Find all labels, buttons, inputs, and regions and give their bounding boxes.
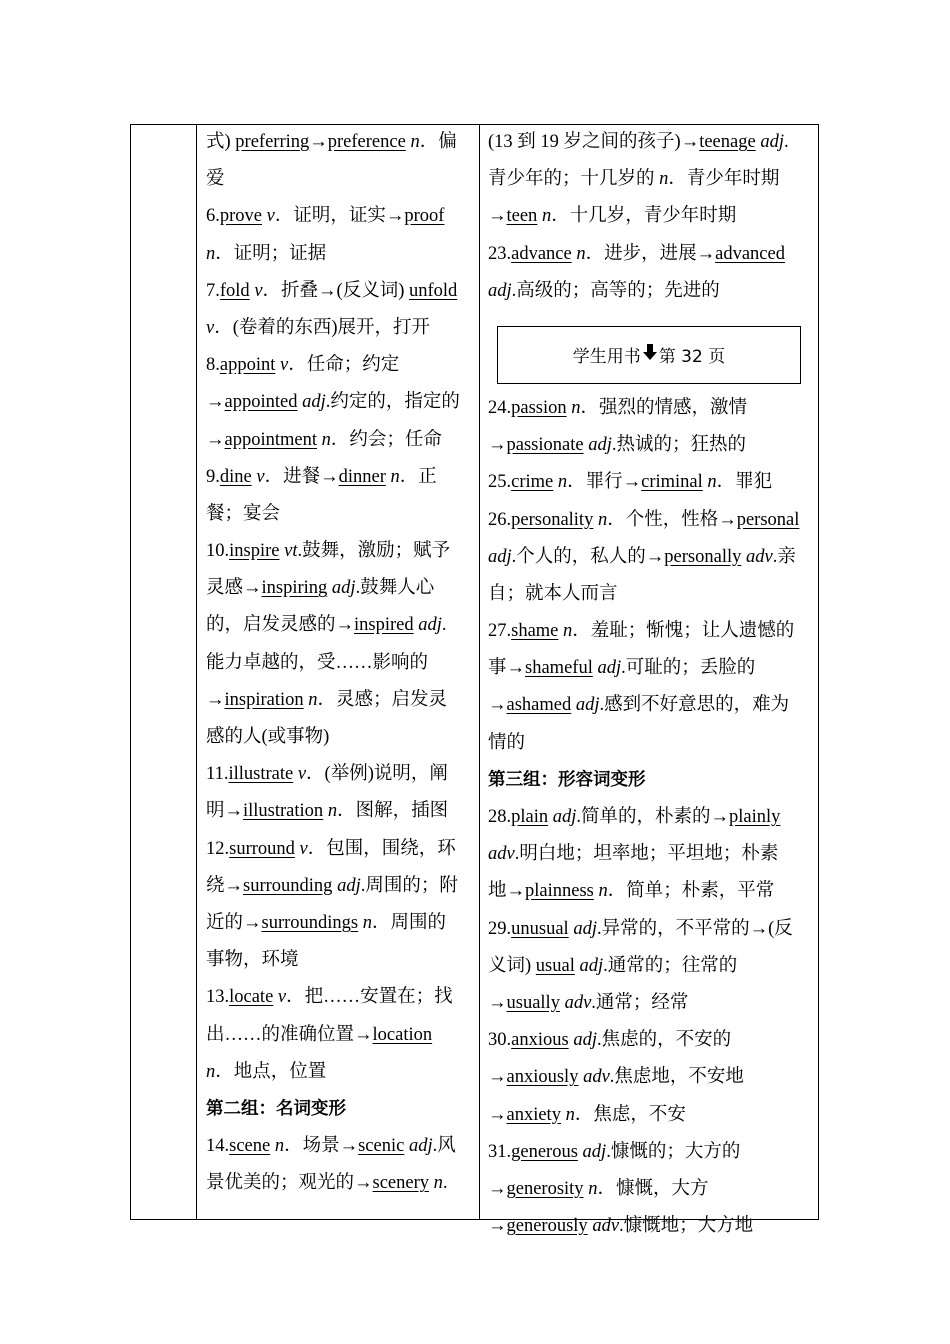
text-line: adj.个人的，私人的→personally adv.亲 [488,546,796,567]
text-line: 能力卓越的，受……影响的 [206,652,429,673]
text-line: 27.shame n．羞耻；惭愧；让人遗憾的 [488,621,795,642]
text-line: 31.generous adj.慷慨的；大方的 [488,1141,741,1162]
text-line: 事物，环境 [206,950,299,971]
text-line: 29.unusual adj.异常的，不平常的→(反 [488,918,793,939]
text-line: 青少年的；十几岁的 n．青少年时期 [488,169,780,190]
text-line: v．(卷着的东西)展开，打开 [206,317,431,338]
empty-first-column [131,125,197,1219]
text-line: 景优美的；观光的→scenery n. [206,1173,448,1194]
text-line: →appointed adj.约定的，指定的 [206,392,460,413]
text-line: 绕→surrounding adj.周围的；附 [206,875,458,896]
text-line: →anxiety n．焦虑，不安 [488,1104,686,1125]
text-line: 10.inspire vt.鼓舞，激励；赋予 [206,541,451,562]
text-line: 7.fold v．折叠→(反义词) unfold [206,280,458,301]
text-line: (13 到 19 岁之间的孩子)→teenage adj. [488,132,789,152]
vocabulary-table [130,124,819,1237]
text-line: n．地点，位置 [206,1061,327,1082]
text-line: 近的→surroundings n．周围的 [206,912,447,933]
text-line: 第二组：名词变形 [206,1098,346,1119]
page-ref-prefix: 学生用书 [572,347,641,368]
left-column [197,125,480,1219]
text-line: adv.明白地；坦率地；平坦地；朴素 [488,844,779,865]
text-line: adj.高级的；高等的；先进的 [488,280,720,301]
text-line: 14.scene n．场景→scenic adj.风 [206,1136,456,1157]
text-line: n．证明；证据 [206,243,327,264]
text-line: 28.plain adj.简单的，朴素的→plainly [488,807,781,827]
text-line: →anxiously adv.焦虑地，不安地 [488,1067,744,1088]
text-line: →appointment n．约会；任命 [206,429,442,450]
text-line: 义词) usual adj.通常的；往常的 [488,955,738,976]
text-line: 30.anxious adj.焦虑的，不安的 [488,1030,732,1051]
text-line: 11.illustrate v．(举例)说明，阐 [206,764,448,785]
text-line: 的，启发灵感的→inspired adj. [206,615,447,636]
text-line: →usually adv.通常；经常 [488,992,689,1013]
text-line: 灵感→inspiring adj.鼓舞人心 [206,578,435,599]
page-reference-box [497,326,801,384]
text-line: 8.appoint v．任命；约定 [206,355,400,376]
text-line: →passionate adj.热诚的；狂热的 [488,435,746,456]
text-line: 事→shameful adj.可耻的；丢脸的 [488,658,756,679]
text-line: 式) preferring→preference n．偏 [206,132,457,152]
text-line: 6.prove v．证明，证实→proof [206,206,445,227]
right-column-top [488,129,812,315]
text-line: 24.passion n．强烈的情感，激情 [488,397,748,418]
text-line: 地→plainness n．简单；朴素，平常 [488,881,775,902]
text-line: →generosity n．慷慨，大方 [488,1178,709,1199]
text-line: 情的 [488,732,526,753]
text-line: 13.locate v．把……安置在；找 [206,987,453,1008]
text-line: 自；就本人而言 [488,583,618,604]
text-line: 第三组：形容词变形 [488,769,646,790]
text-line: 感的人(或事物) [206,727,330,747]
text-line: 25.crime n．罪行→criminal n．罪犯 [488,472,773,493]
text-line: 爱 [206,169,225,190]
text-line: →inspiration n．灵感；启发灵 [206,689,448,710]
text-line: 12.surround v．包围，围绕，环 [206,838,456,859]
text-line: 餐；宴会 [206,503,281,524]
text-line: 23.advance n．进步，进展→advanced [488,243,785,264]
text-line: 出……的准确位置→location [206,1024,433,1045]
text-line: 26.personality n．个性，性格→personal [488,509,800,530]
text-line: 明→illustration n．图解，插图 [206,801,449,822]
page-ref-suffix: 第 32 页 [658,347,726,368]
text-line: →generously adv.慷慨地；大方地 [488,1216,754,1237]
text-line: 9.dine v．进餐→dinner n．正 [206,466,437,487]
arrow-down-icon [643,344,657,365]
right-column-bottom [488,395,812,1250]
text-line: →teen n．十几岁，青少年时期 [488,206,737,227]
right-column [480,125,818,1237]
text-line: →ashamed adj.感到不好意思的，难为 [488,695,790,716]
